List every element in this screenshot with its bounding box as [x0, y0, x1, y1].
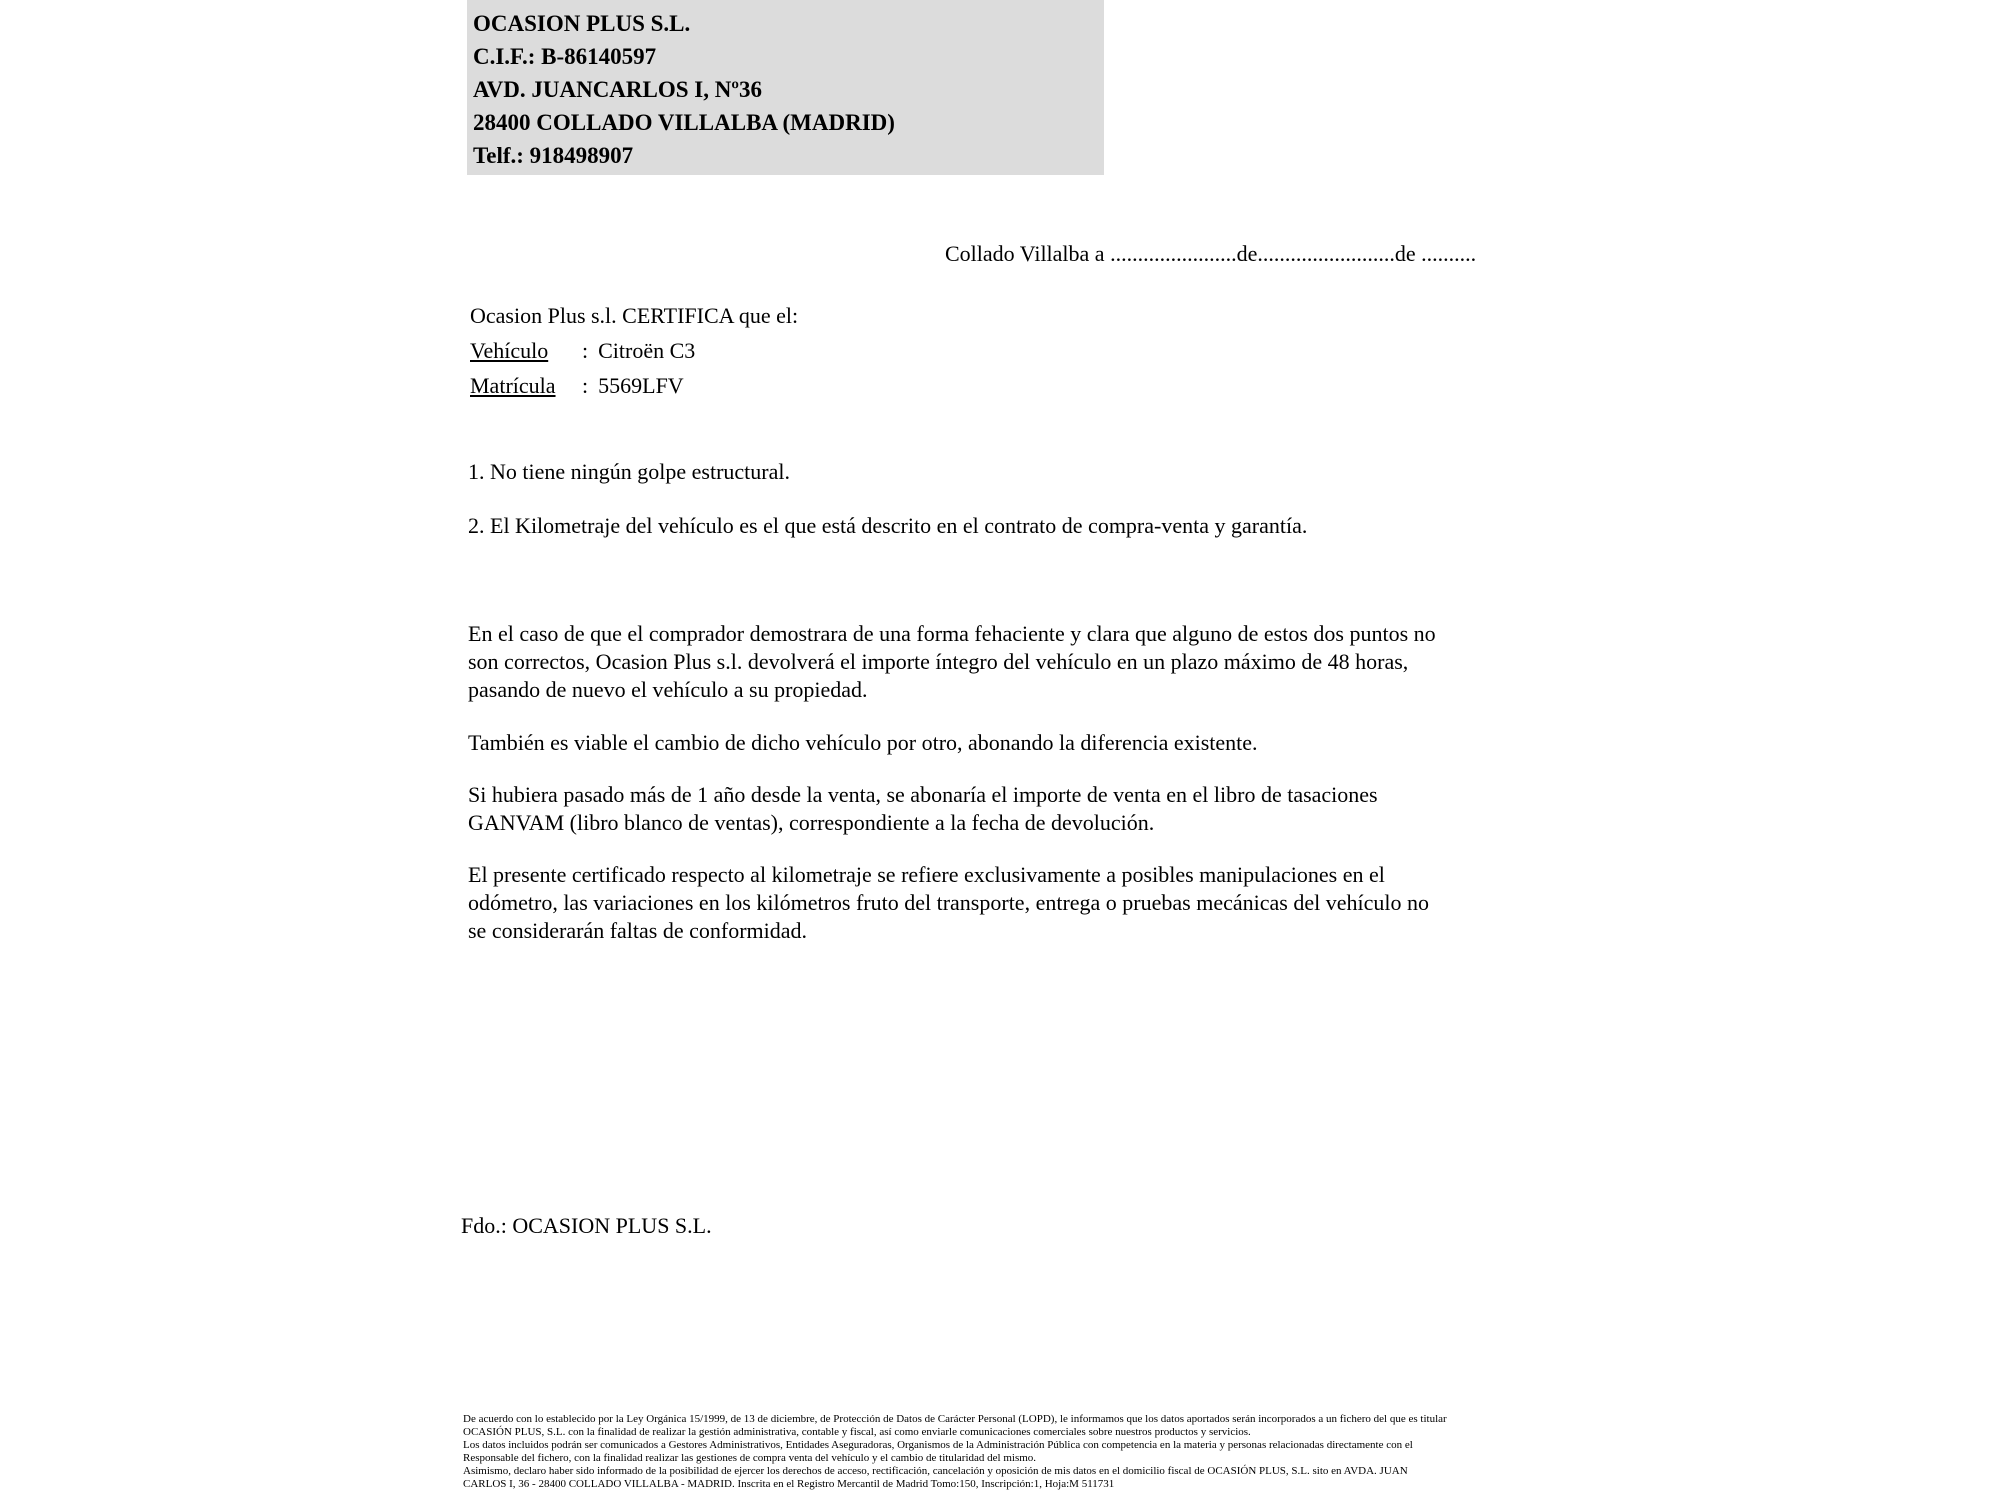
- plate-value: 5569LFV: [598, 373, 684, 398]
- legal-footer-line: De acuerdo con lo establecido por la Ley Orgánica 15/1999, de 13 de diciembre, de Protección de Datos de Carácter Personal (LOPD), le informamos que los datos aportados serán incorporados a un fichero del que es titular: [463, 1413, 1447, 1425]
- signature-line: Fdo.: OCASION PLUS S.L.: [461, 1213, 712, 1238]
- company-cif: C.I.F.: B-86140597: [473, 44, 657, 69]
- condition-item-1: 1. No tiene ningún golpe estructural.: [468, 459, 790, 484]
- odometer-paragraph: El presente certificado respecto al kilometraje se refiere exclusivamente a posibles manipulaciones en el odómetro, las variaciones en los kilómetros fruto del transporte, entrega o pruebas mecánicas del vehículo no se considerarán faltas de conformidad.: [468, 862, 1429, 943]
- plate-field: [470, 368, 798, 403]
- legal-footer-line: CARLOS I, 36 - 28400 COLLADO VILLALBA - MADRID. Inscrita en el Registro Mercantil de Madrid Tomo:150, Inscripción:1, Hoja:M 511731: [463, 1478, 1115, 1490]
- plate-label: Matrícula: [470, 373, 556, 398]
- condition-item-2: 2. El Kilometraje del vehículo es el que está descrito en el contrato de compra-venta y garantía.: [468, 513, 1308, 538]
- date-fill-in-line: Collado Villalba a .......................de.........................de ..........: [945, 241, 1477, 266]
- vehicle-label: Vehículo: [470, 338, 549, 363]
- legal-footer-line: Los datos incluidos podrán ser comunicados a Gestores Administrativos, Entidades Aseguradoras, Organismos de la Administración Pública con competencia en la materia y personas relacionadas directamente con el: [463, 1439, 1413, 1451]
- certification-intro: Ocasion Plus s.l. CERTIFICA que el:: [470, 303, 799, 328]
- company-phone: Telf.: 918498907: [473, 143, 634, 168]
- exchange-paragraph: También es viable el cambio de dicho vehículo por otro, abonando la diferencia existente.: [468, 730, 1258, 755]
- vehicle-value: Citroën C3: [598, 338, 696, 363]
- company-city: 28400 COLLADO VILLALBA (MADRID): [473, 110, 895, 135]
- vehicle-field: [470, 333, 798, 368]
- legal-footer-line: OCASIÓN PLUS, S.L. con la finalidad de realizar la gestión administrativa, contable y fiscal, así como enviarle comunicaciones comerciales sobre nuestros productos y servicios.: [463, 1426, 1251, 1438]
- refund-paragraph: En el caso de que el comprador demostrara de una forma fehaciente y clara que alguno de estos dos puntos no son correctos, Ocasion Plus s.l. devolverá el importe íntegro del vehículo en un plazo máximo de 48 horas, pasando de nuevo el vehículo a su propiedad.: [468, 621, 1436, 702]
- vehicle-separator: :: [582, 338, 589, 363]
- company-name: OCASION PLUS S.L.: [473, 11, 691, 36]
- company-address: AVD. JUANCARLOS I, Nº36: [473, 77, 762, 102]
- company-header-block: [467, 0, 1104, 175]
- certification-block: [470, 298, 798, 403]
- legal-footer-line: Asimismo, declaro haber sido informado de la posibilidad de ejercer los derechos de acceso, rectificación, cancelación y oposición de mis datos en el domicilio fiscal de OCASIÓN PLUS, S.L. sito en AVDA. JUAN: [463, 1465, 1408, 1477]
- ganvam-paragraph: Si hubiera pasado más de 1 año desde la venta, se abonaría el importe de venta en el libro de tasaciones GANVAM (libro blanco de ventas), correspondiente a la fecha de devolución.: [468, 782, 1378, 835]
- legal-footer-line: Responsable del fichero, con la finalidad realizar las gestiones de compra venta del vehículo y el cambio de titularidad del mismo.: [463, 1452, 1037, 1464]
- legal-footer: [463, 1413, 1553, 1491]
- plate-separator: :: [582, 373, 589, 398]
